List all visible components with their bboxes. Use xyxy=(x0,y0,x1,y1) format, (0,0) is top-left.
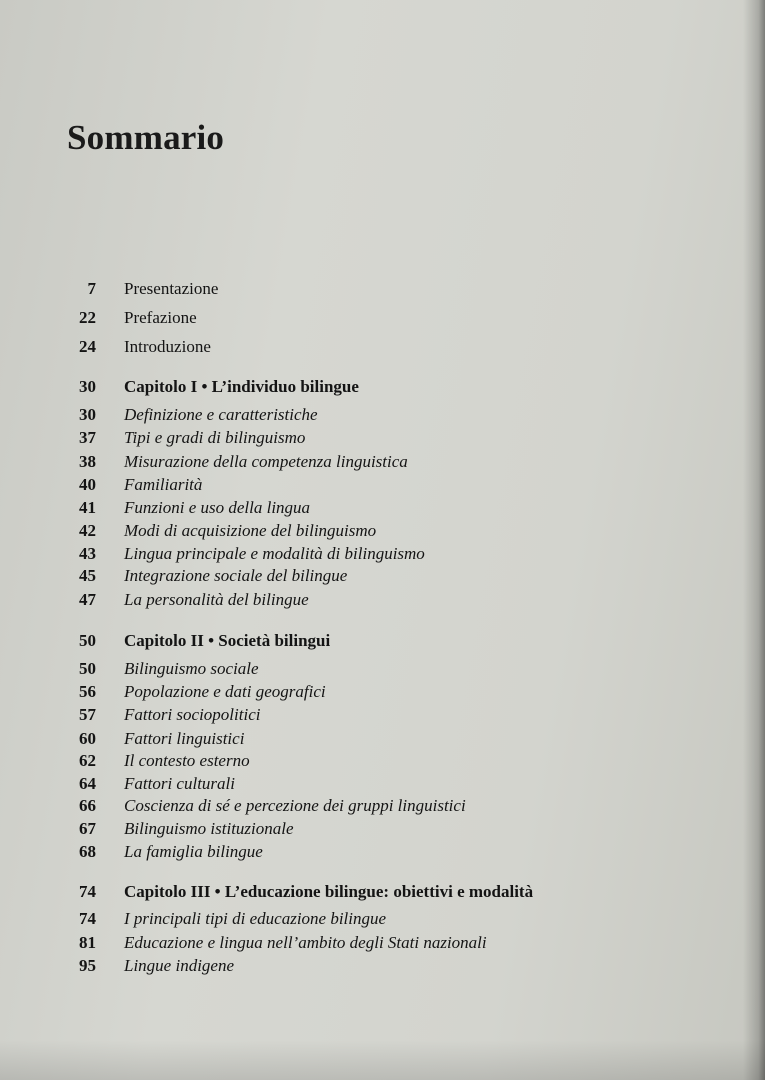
toc-page-number: 30 xyxy=(79,377,96,396)
toc-page-number: 37 xyxy=(79,428,96,447)
toc-section-title: Bilinguismo sociale xyxy=(124,659,259,678)
toc-section-title: Lingue indigene xyxy=(124,956,235,975)
toc-section-title: Bilinguismo istituzionale xyxy=(124,819,294,838)
toc-page-number: 66 xyxy=(79,796,96,815)
toc-page-number: 41 xyxy=(79,498,96,517)
toc-page-number: 81 xyxy=(79,933,96,952)
toc-section-title: Funzioni e uso della lingua xyxy=(124,498,311,517)
toc-page-number: 60 xyxy=(79,729,96,748)
toc-section-title: Fattori culturali xyxy=(124,774,235,793)
toc-page-number: 56 xyxy=(79,682,96,701)
page-edge-shadow xyxy=(743,0,765,1080)
toc-page-number: 64 xyxy=(79,774,96,793)
toc-page-number: 47 xyxy=(79,590,96,609)
toc-section-title: Modi di acquisizione del bilinguismo xyxy=(124,521,377,540)
toc-section-title: Tipi e gradi di bilinguismo xyxy=(124,428,306,447)
toc-section-title: La personalità del bilingue xyxy=(124,590,309,609)
toc-page-number: 38 xyxy=(79,452,96,471)
page-bottom-shading xyxy=(0,1040,765,1080)
toc-page-number: 62 xyxy=(79,751,96,770)
toc-section-title: Fattori linguistici xyxy=(124,729,245,748)
toc-section-title: Definizione e caratteristiche xyxy=(124,405,318,424)
toc-section-title: Il contesto esterno xyxy=(124,751,250,770)
toc-entry-title: Presentazione xyxy=(124,279,219,298)
toc-page-number: 30 xyxy=(79,405,96,424)
toc-section-title: Popolazione e dati geografici xyxy=(124,682,326,701)
toc-chapter-title: Capitolo III • L’educazione bilingue: obiettivi e modalità xyxy=(124,882,534,901)
toc-section-title: Familiarità xyxy=(124,475,203,494)
toc-section-title: Integrazione sociale del bilingue xyxy=(124,566,348,585)
page-title: Sommario xyxy=(67,118,225,157)
toc-section-title: Coscienza di sé e percezione dei gruppi linguistici xyxy=(124,796,466,815)
toc-entry-title: Prefazione xyxy=(124,308,197,327)
toc-page-number: 68 xyxy=(79,842,96,861)
toc-section-title: Lingua principale e modalità di bilinguismo xyxy=(124,544,425,563)
toc-page-number: 50 xyxy=(79,631,96,650)
toc-page-number: 22 xyxy=(79,308,96,327)
toc-page-number: 42 xyxy=(79,521,96,540)
toc-section-title: Fattori sociopolitici xyxy=(124,705,261,724)
toc-page-number: 7 xyxy=(87,279,96,298)
toc-page-number: 74 xyxy=(79,909,96,928)
toc-page-number: 74 xyxy=(79,882,96,901)
toc-section-title: La famiglia bilingue xyxy=(124,842,263,861)
toc-section-title: Misurazione della competenza linguistica xyxy=(124,452,408,471)
toc-page-number: 40 xyxy=(79,475,96,494)
toc-entry-title: Introduzione xyxy=(124,337,211,356)
toc-page-number: 24 xyxy=(79,337,96,356)
toc-page-number: 50 xyxy=(79,659,96,678)
toc-page-number: 67 xyxy=(79,819,96,838)
toc-page-number: 43 xyxy=(79,544,96,563)
toc-section-title: I principali tipi di educazione bilingue xyxy=(124,909,387,928)
toc-page-number: 57 xyxy=(79,705,96,724)
toc-page-number: 45 xyxy=(79,566,96,585)
toc-page-number: 95 xyxy=(79,956,96,975)
toc-chapter-title: Capitolo II • Società bilingui xyxy=(124,631,331,650)
toc-chapter-title: Capitolo I • L’individuo bilingue xyxy=(124,377,359,396)
toc-section-title: Educazione e lingua nell’ambito degli Stati nazionali xyxy=(124,933,487,952)
